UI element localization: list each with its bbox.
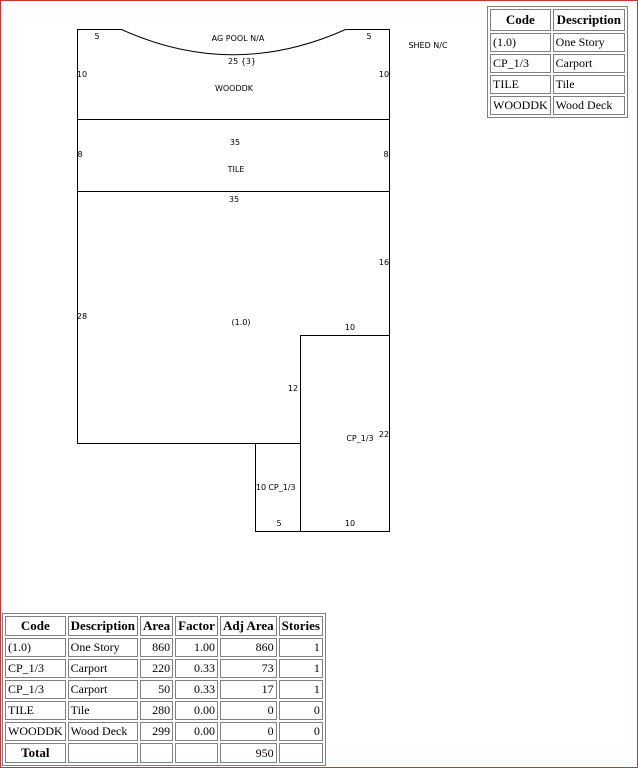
stories-cell: 0: [279, 701, 323, 720]
dimension-label: 10: [344, 519, 356, 528]
description-cell: One Story: [68, 638, 138, 657]
dimension-label: 35: [229, 138, 241, 147]
legend-header-description: Description: [553, 9, 625, 31]
code-cell: CP_1/3: [5, 659, 66, 678]
description-cell: Carport: [68, 659, 138, 678]
tile-outline: [78, 120, 390, 192]
legend-description-cell: One Story: [553, 33, 625, 52]
legend-description-cell: Tile: [553, 75, 625, 94]
legend-row: [490, 96, 625, 115]
pool-label: AG POOL N/A: [211, 34, 265, 43]
legend-header-code: Code: [490, 9, 551, 31]
dimension-label: 10: [378, 70, 390, 79]
legend-description-cell: Wood Deck: [553, 96, 625, 115]
carport-large-outline: [301, 336, 390, 532]
total-adj-area-cell: 950: [220, 743, 277, 763]
stories-cell: 1: [279, 680, 323, 699]
area-cell: 280: [140, 701, 173, 720]
dimension-label: 16: [378, 258, 390, 267]
adj-area-cell: 73: [220, 659, 277, 678]
summary-header-description: Description: [68, 616, 138, 636]
legend-description-cell: Carport: [553, 54, 625, 73]
factor-cell: 0.00: [175, 701, 218, 720]
description-cell: Wood Deck: [68, 722, 138, 741]
dimension-label: 10: [255, 483, 267, 492]
one-story-label: (1.0): [231, 318, 251, 327]
adj-area-cell: 17: [220, 680, 277, 699]
shed-label: SHED N/C: [408, 41, 448, 50]
summary-row: [5, 722, 323, 741]
summary-header-area: Area: [140, 616, 173, 636]
code-cell: WOODDK: [5, 722, 66, 741]
legend-row: [490, 75, 625, 94]
carport-label: CP_1/3: [346, 434, 374, 443]
legend-code-cell: WOODDK: [490, 96, 551, 115]
area-cell: 299: [140, 722, 173, 741]
dimension-label: 5: [94, 32, 100, 41]
code-cell: TILE: [5, 701, 66, 720]
description-cell: Tile: [68, 701, 138, 720]
stories-cell: 0: [279, 722, 323, 741]
carport-label: CP_1/3: [268, 483, 296, 492]
summary-header-code: Code: [5, 616, 66, 636]
area-cell: 860: [140, 638, 173, 657]
empty-cell: [175, 743, 218, 763]
dimension-label: 5: [276, 519, 282, 528]
summary-header-row: [5, 616, 323, 636]
wood-deck-outline: [78, 30, 390, 120]
dimension-label: 12: [287, 384, 299, 393]
area-cell: 220: [140, 659, 173, 678]
summary-row: [5, 638, 323, 657]
summary-row: [5, 701, 323, 720]
adj-area-cell: 860: [220, 638, 277, 657]
tile-label: TILE: [227, 165, 245, 174]
adj-area-cell: 0: [220, 701, 277, 720]
area-summary-table: [2, 613, 326, 766]
dimension-label: 10: [76, 70, 88, 79]
legend-header-row: [490, 9, 625, 31]
dimension-label: 35: [228, 195, 240, 204]
summary-row: [5, 680, 323, 699]
summary-total-row: [5, 743, 323, 763]
code-cell: (1.0): [5, 638, 66, 657]
area-cell: 50: [140, 680, 173, 699]
legend-row: [490, 54, 625, 73]
description-cell: Carport: [68, 680, 138, 699]
empty-cell: [140, 743, 173, 763]
dimension-label: 8: [77, 150, 83, 159]
factor-cell: 0.00: [175, 722, 218, 741]
factor-cell: 0.33: [175, 659, 218, 678]
legend-code-cell: CP_1/3: [490, 54, 551, 73]
dimension-label: 5: [366, 32, 372, 41]
dimension-label: 8: [383, 150, 389, 159]
factor-cell: 0.33: [175, 680, 218, 699]
empty-cell: [68, 743, 138, 763]
code-cell: CP_1/3: [5, 680, 66, 699]
legend-table: [487, 6, 628, 118]
total-label: Total: [5, 743, 66, 763]
stories-cell: 1: [279, 659, 323, 678]
legend-code-cell: TILE: [490, 75, 551, 94]
factor-cell: 1.00: [175, 638, 218, 657]
dimension-label: 22: [378, 430, 390, 439]
empty-cell: [279, 743, 323, 763]
summary-row: [5, 659, 323, 678]
adj-area-cell: 0: [220, 722, 277, 741]
dimension-label: 25 {3}: [228, 57, 256, 66]
stories-cell: 1: [279, 638, 323, 657]
summary-header-adj-area: Adj Area: [220, 616, 277, 636]
summary-header-stories: Stories: [279, 616, 323, 636]
dimension-label: 10: [344, 323, 356, 332]
legend-code-cell: (1.0): [490, 33, 551, 52]
dimension-label: 28: [76, 312, 88, 321]
wood-deck-label: WOODDK: [214, 84, 254, 93]
summary-header-factor: Factor: [175, 616, 218, 636]
legend-row: [490, 33, 625, 52]
